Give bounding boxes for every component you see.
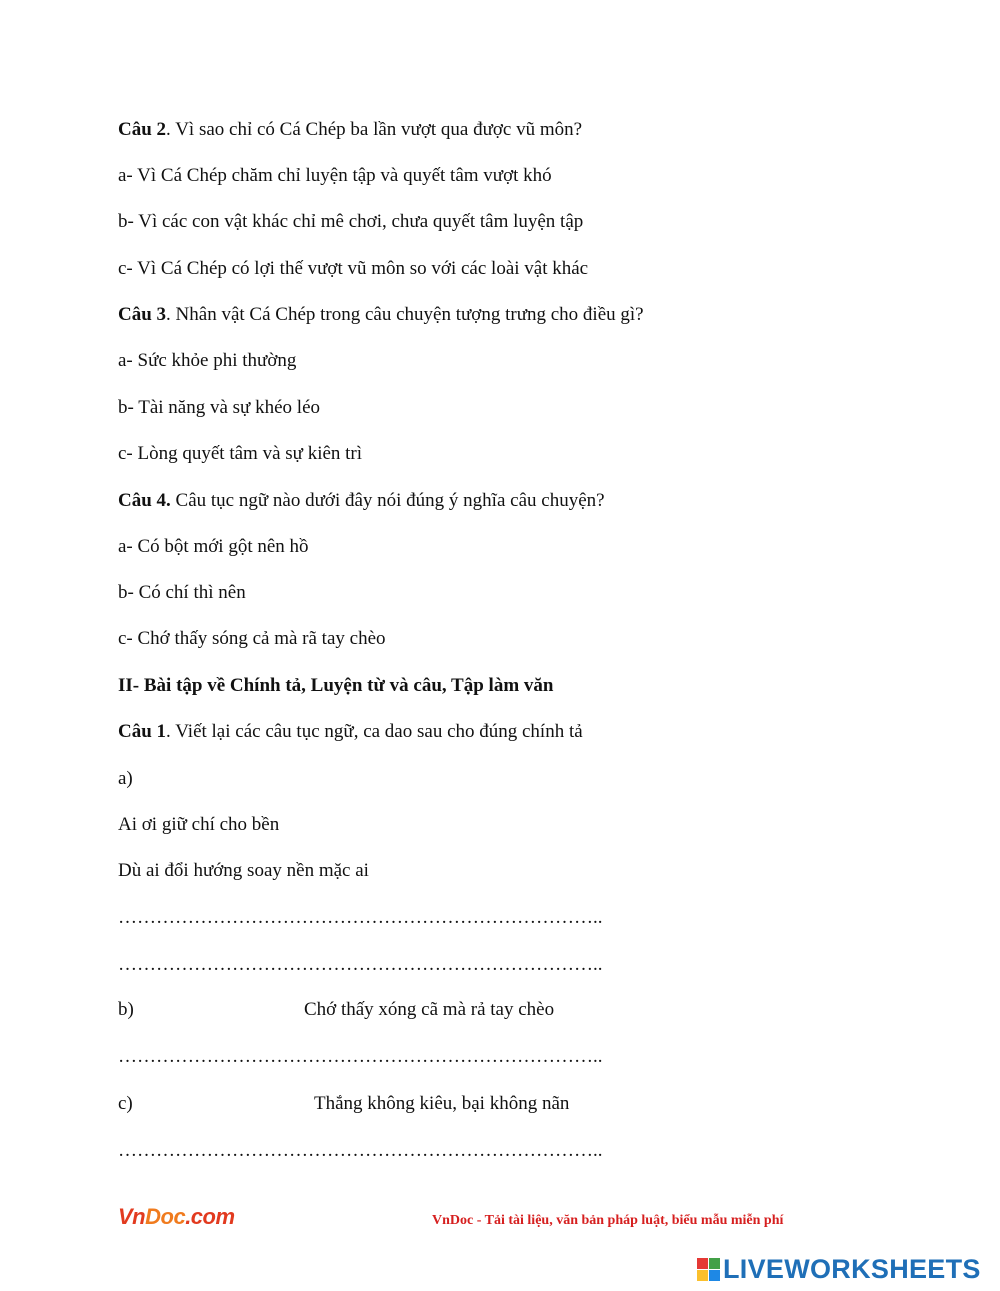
logo-block-green xyxy=(709,1258,720,1269)
question-4 xyxy=(118,489,605,513)
question-3 xyxy=(118,303,644,327)
part-b-label: b) xyxy=(118,999,134,1020)
part-a-line-2: Dù ai đổi hướng soay nền mặc ai xyxy=(118,860,369,881)
question-label: Câu 3 xyxy=(118,304,167,325)
part-c-text: Thắng không kiêu, bại không nãn xyxy=(314,1093,570,1114)
q3-option-a: a- Sức khỏe phi thường xyxy=(118,350,297,371)
answer-line-b[interactable]: ………………………………………………………………….. xyxy=(118,1046,603,1067)
part-a-line-1: Ai ơi giữ chí cho bền xyxy=(118,814,280,835)
q4-option-b: b- Có chí thì nên xyxy=(118,582,246,603)
answer-line-a1[interactable]: ………………………………………………………………….. xyxy=(118,907,603,928)
question-label: Câu 4. xyxy=(118,490,171,511)
part-c-label: c) xyxy=(118,1093,133,1114)
footer-tagline: VnDoc - Tải tài liệu, văn bản pháp luật, biểu mẫu miễn phí xyxy=(432,1213,784,1228)
logo-block-red xyxy=(697,1258,708,1269)
vndoc-logo[interactable]: VnDoc.com xyxy=(118,1204,235,1229)
question-2 xyxy=(118,118,582,142)
q4-option-c: c- Chớ thấy sóng cả mà rã tay chèo xyxy=(118,628,386,649)
liveworksheets-logo-icon xyxy=(697,1258,720,1281)
answer-line-a2[interactable]: ………………………………………………………………….. xyxy=(118,954,603,975)
q2-option-c: c- Vì Cá Chép có lợi thế vượt vũ môn so với các loài vật khác xyxy=(118,258,589,279)
question-label: Câu 1 xyxy=(118,721,167,742)
part-b-text: Chớ thấy xóng cã mà rả tay chèo xyxy=(304,999,555,1020)
question-text: . Nhân vật Cá Chép trong câu chuyện tượng trưng cho điều gì? xyxy=(166,304,644,325)
answer-line-c[interactable]: ………………………………………………………………….. xyxy=(118,1140,603,1161)
question-text: . Vì sao chỉ có Cá Chép ba lần vượt qua được vũ môn? xyxy=(166,119,583,140)
q3-option-b: b- Tài năng và sự khéo léo xyxy=(118,397,321,418)
q2-option-b: b- Vì các con vật khác chỉ mê chơi, chưa quyết tâm luyện tập xyxy=(118,211,584,232)
logo-block-blue xyxy=(709,1270,720,1281)
watermark-text: LIVEWORKSHEETS xyxy=(723,1254,981,1284)
q2-option-a: a- Vì Cá Chép chăm chỉ luyện tập và quyết tâm vượt khó xyxy=(118,165,552,186)
part-a-label: a) xyxy=(118,768,133,789)
q4-option-a: a- Có bột mới gột nên hồ xyxy=(118,536,309,557)
q3-option-c: c- Lòng quyết tâm và sự kiên trì xyxy=(118,443,363,464)
logo-block-yellow xyxy=(697,1270,708,1281)
liveworksheets-watermark xyxy=(697,1254,981,1285)
section-2-title: II- Bài tập về Chính tả, Luyện từ và câu, Tập làm văn xyxy=(118,675,554,696)
question-text: . Viết lại các câu tục ngữ, ca dao sau cho đúng chính tả xyxy=(166,721,583,742)
question-text: Câu tục ngữ nào dưới đây nói đúng ý nghĩa câu chuyện? xyxy=(170,490,605,511)
question-label: Câu 2 xyxy=(118,119,167,140)
section-2-question-1 xyxy=(118,720,583,744)
